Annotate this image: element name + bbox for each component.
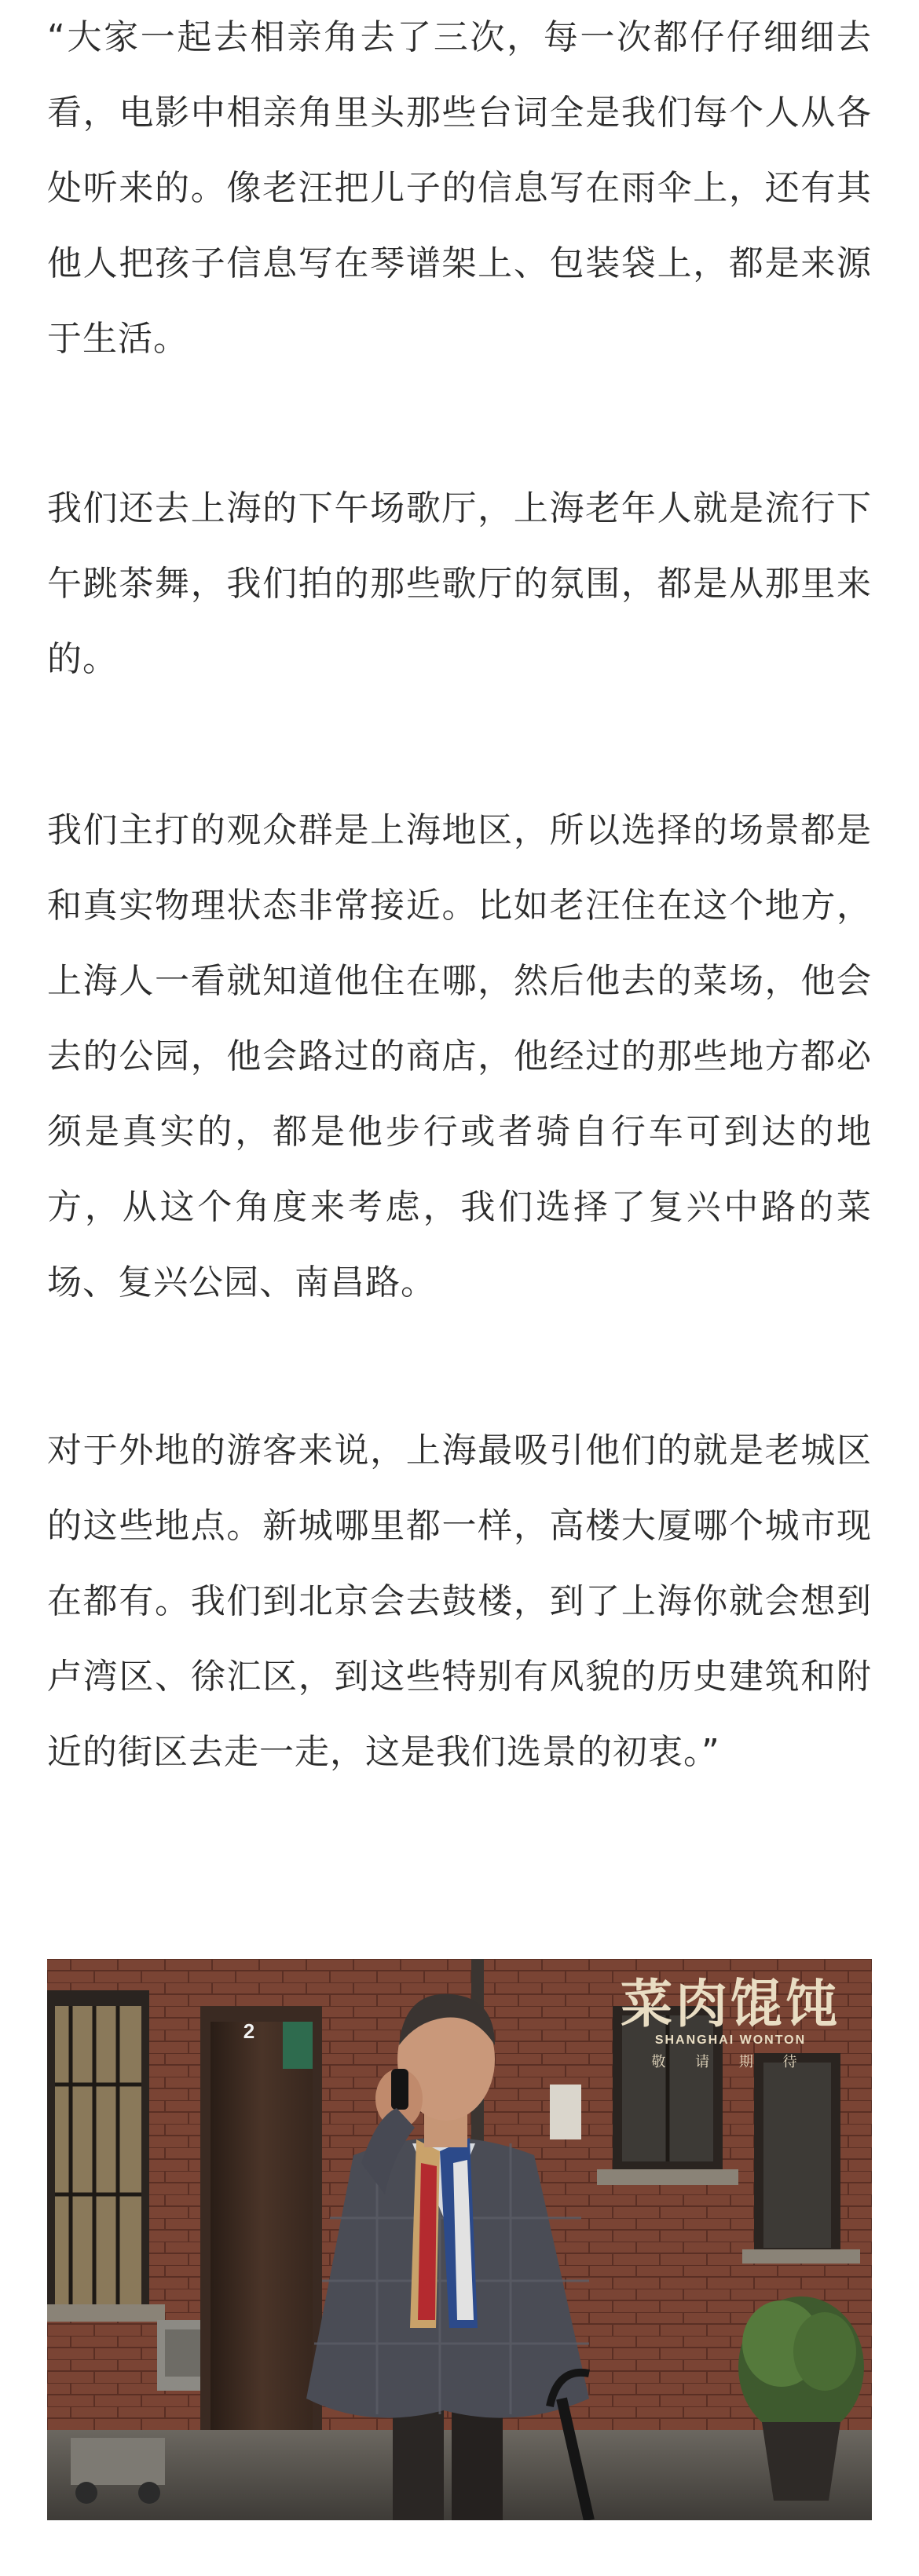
article-paragraph: “大家一起去相亲角去了三次，每一次都仔仔细细去看，电影中相亲角里头那些台词全是我们每个人从各处听来的。像老汪把儿子的信息写在雨伞上，还有其他人把孩子信息写在琴谱架上、包装袋上，都是来源于生活。 — [47, 17, 872, 359]
movie-english-title: SHANGHAI WONTON — [654, 2033, 807, 2047]
movie-still — [47, 1959, 872, 2520]
article-paragraph: 我们主打的观众群是上海地区，所以选择的场景都是和真实物理状态非常接近。比如老汪住在这个地方，上海人一看就知道他住在哪，然后他去的菜场，他会去的公园，他会路过的商店，他经过的那些地方都必须是真实的，都是他步行或者骑自行车可到达的地方，从这个角度来考虑，我们选择了复兴中路的菜场、复兴公园、南昌路。 — [47, 810, 872, 1303]
movie-tagline: 敬 请 期 待 — [651, 2054, 810, 2070]
movie-title: 菜肉馄饨 — [621, 1973, 840, 2034]
door-number-sign — [234, 2018, 264, 2044]
article-paragraph: 我们还去上海的下午场歌厅，上海老年人就是流行下午跳茶舞，我们拍的那些歌厅的氛围，都是从那里来的。 — [47, 488, 872, 679]
article-paragraph: 对于外地的游客来说，上海最吸引他们的就是老城区的这些地点。新城哪里都一样，高楼大厦哪个城市现在都有。我们到北京会去鼓楼，到了上海你就会想到卢湾区、徐汇区，到这些特别有风貌的历史建筑和附近的街区去走一走，这是我们选景的初衷。” — [47, 1431, 872, 1772]
door-number: 2 — [243, 2019, 255, 2043]
movie-title-logo — [621, 1975, 840, 2074]
